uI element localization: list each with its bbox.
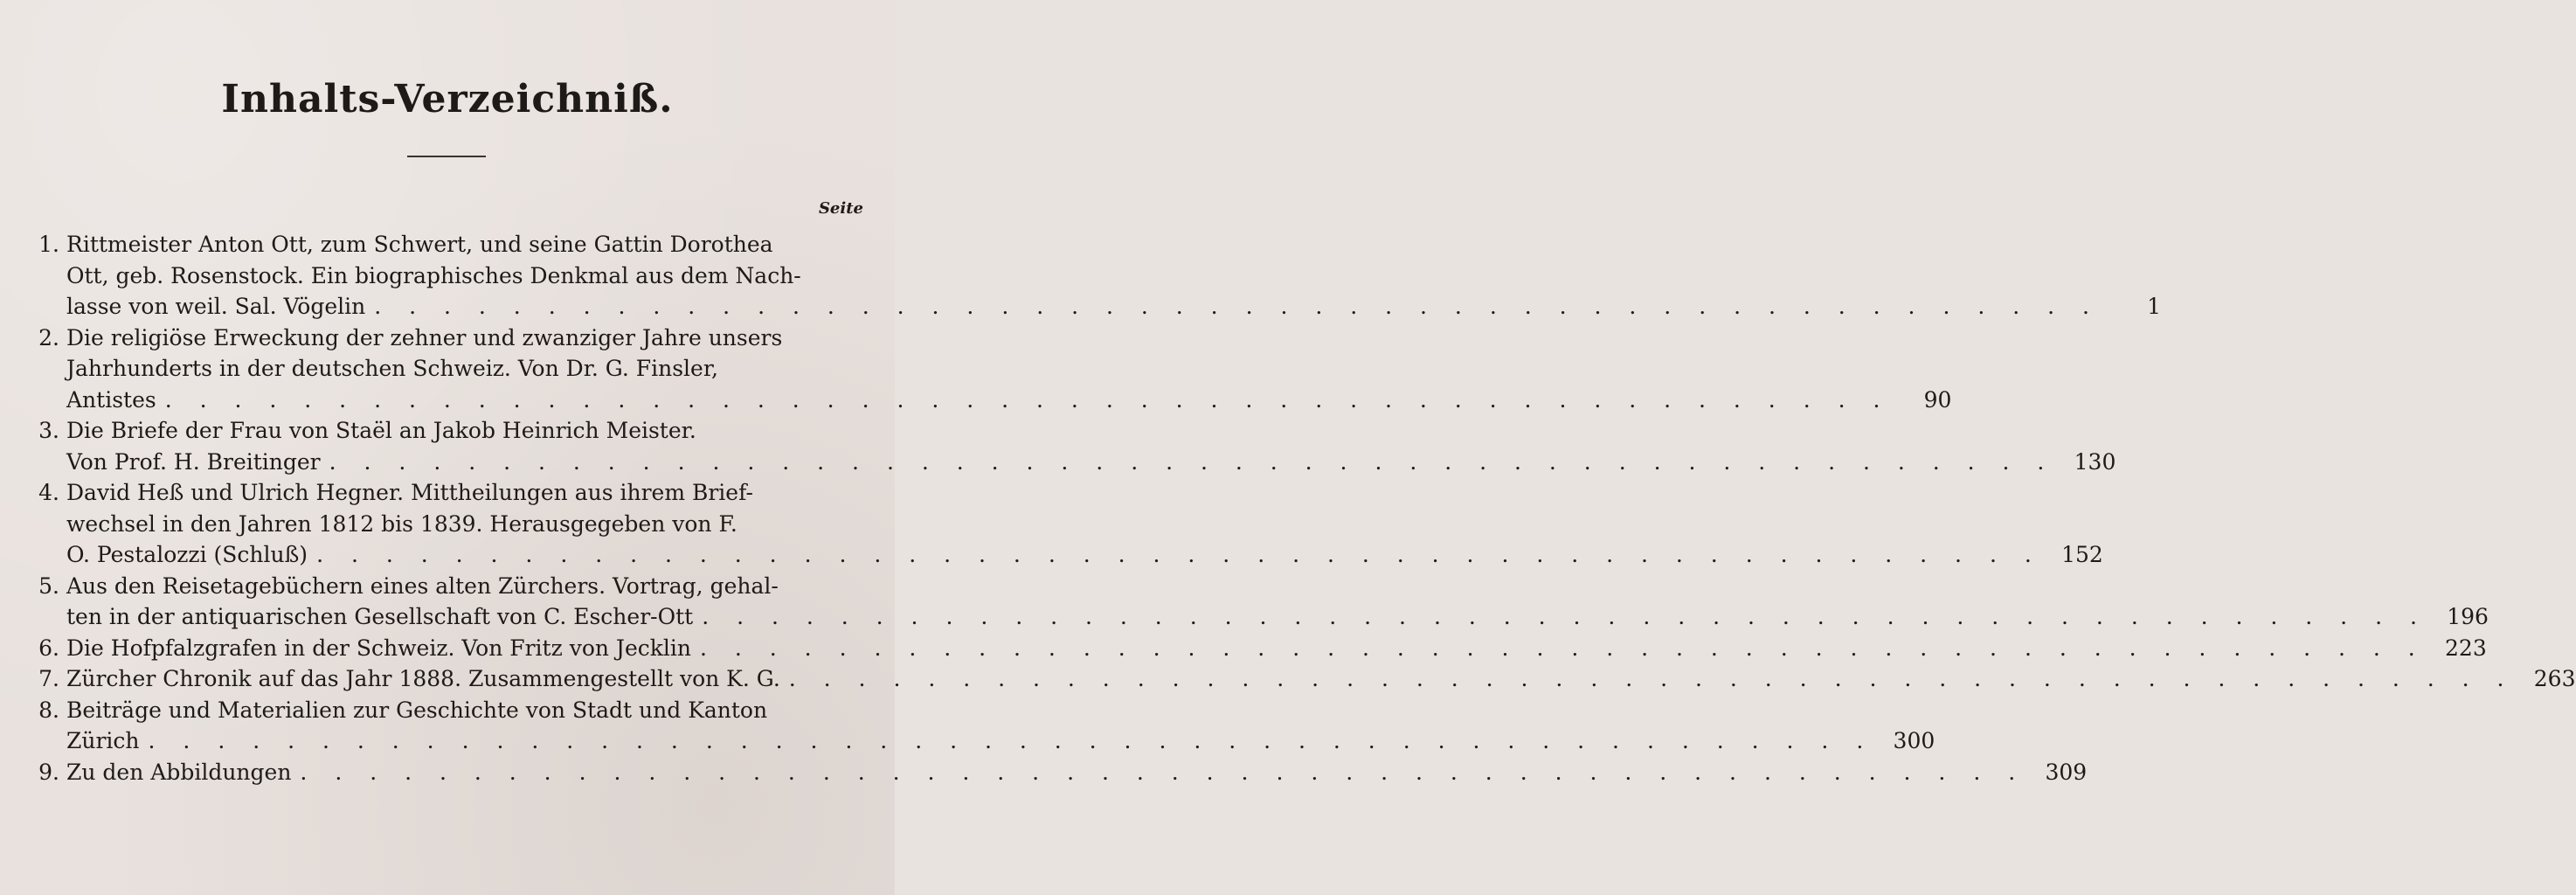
entry-line: Antistes — [66, 386, 156, 413]
entry-number: 3. — [38, 418, 59, 443]
entry-text — [66, 633, 2487, 664]
entry-page-number: 309 — [2045, 759, 2088, 785]
entry-line: ten in der antiquarischen Gesellschaft von C. Escher-Ott — [66, 604, 694, 629]
page-column-header: Seite — [818, 199, 863, 218]
entry-text — [66, 663, 2576, 695]
entry-line: O. Pestalozzi (Schluß) — [66, 542, 308, 567]
entry-text — [66, 415, 2116, 477]
entry-last-line — [66, 447, 2116, 478]
dot-leader — [702, 601, 2427, 633]
entry-line: Zürich — [66, 728, 140, 753]
entry-page-number: 196 — [2447, 604, 2489, 629]
entry-number: 4. — [38, 480, 59, 505]
dot-leader — [329, 447, 2055, 478]
entry-line: Die Hofpfalzgrafen in der Schweiz. Von Fritz von Jecklin — [66, 635, 691, 661]
toc-entry — [26, 477, 2103, 571]
entry-page-number: 130 — [2074, 448, 2116, 475]
entry-line: Die religiöse Erweckung der zehner und zwanziger Jahre unsers — [66, 324, 783, 350]
entry-number: 5. — [38, 572, 59, 599]
entry-text — [66, 757, 2087, 788]
entry-line: Rittmeister Anton Ott, zum Schwert, und seine Gattin Dorothea — [66, 232, 773, 257]
toc-entry — [26, 571, 2489, 633]
entry-line: Die Briefe der Frau von Staël an Jakob Heinrich Meister. — [66, 418, 696, 443]
table-of-contents — [26, 229, 2576, 787]
entry-line: wechsel in den Jahren 1812 bis 1839. Herausgegeben von F. — [66, 510, 737, 537]
entry-page-number: 300 — [1893, 728, 1935, 753]
entry-line: lasse von weil. Sal. Vögelin — [66, 294, 366, 319]
entry-text — [66, 571, 2489, 633]
toc-entry — [26, 695, 1935, 757]
entry-line: Jahrhunderts in der deutschen Schweiz. Von Dr. G. Finsler, — [66, 356, 718, 381]
entry-page-number: 90 — [1923, 386, 1952, 413]
dot-leader — [789, 663, 2515, 695]
entry-line: David Heß und Ulrich Hegner. Mittheilungen aus ihrem Brief- — [66, 480, 753, 505]
toc-entry — [26, 663, 2576, 695]
entry-last-line — [66, 291, 2161, 323]
toc-entry — [26, 323, 1952, 416]
entry-line: Von Prof. H. Breitinger — [66, 448, 321, 475]
entry-last-line — [66, 663, 2576, 695]
entry-page-number: 152 — [2061, 542, 2103, 567]
title-divider — [407, 156, 486, 157]
entry-text — [66, 229, 2161, 323]
entry-last-line — [66, 601, 2489, 633]
page-title: Inhalts-Verzeichniß. — [221, 77, 674, 121]
entry-page-number: 223 — [2445, 635, 2487, 661]
toc-entry — [26, 633, 2487, 664]
entry-last-line — [66, 539, 2103, 571]
dot-leader — [374, 291, 2100, 323]
entry-line: Zürcher Chronik auf das Jahr 1888. Zusammengestellt von K. G. — [66, 666, 780, 691]
dot-leader — [700, 633, 2426, 664]
entry-number: 2. — [38, 324, 59, 350]
entry-text — [66, 323, 1951, 416]
entry-last-line — [66, 757, 2087, 788]
entry-number: 9. — [38, 759, 59, 785]
entry-line: Aus den Reisetagebüchern eines alten Zürchers. Vortrag, gehal- — [66, 572, 779, 599]
entry-last-line — [66, 633, 2487, 664]
entry-last-line — [66, 385, 1951, 416]
entry-last-line — [66, 725, 1935, 757]
entry-number: 6. — [38, 635, 59, 661]
entry-text — [66, 695, 1935, 757]
toc-entry — [26, 415, 2116, 477]
dot-leader — [165, 385, 1891, 416]
toc-entry — [26, 229, 2161, 323]
entry-line: Beiträge und Materialien zur Geschichte von Stadt und Kanton — [66, 697, 768, 723]
entry-page-number: 1 — [2147, 294, 2161, 319]
entry-text — [66, 477, 2103, 571]
toc-entry — [26, 757, 2088, 788]
entry-number: 8. — [38, 697, 59, 723]
entry-number: 7. — [38, 666, 59, 691]
entry-line: Ott, geb. Rosenstock. Ein biographisches Denkmal aus dem Nach- — [66, 262, 801, 288]
entry-page-number: 263 — [2533, 666, 2576, 691]
dot-leader — [300, 757, 2025, 788]
entry-line: Zu den Abbildungen — [66, 759, 292, 785]
entry-number: 1. — [38, 232, 59, 257]
dot-leader — [149, 725, 1874, 757]
dot-leader — [316, 539, 2042, 571]
